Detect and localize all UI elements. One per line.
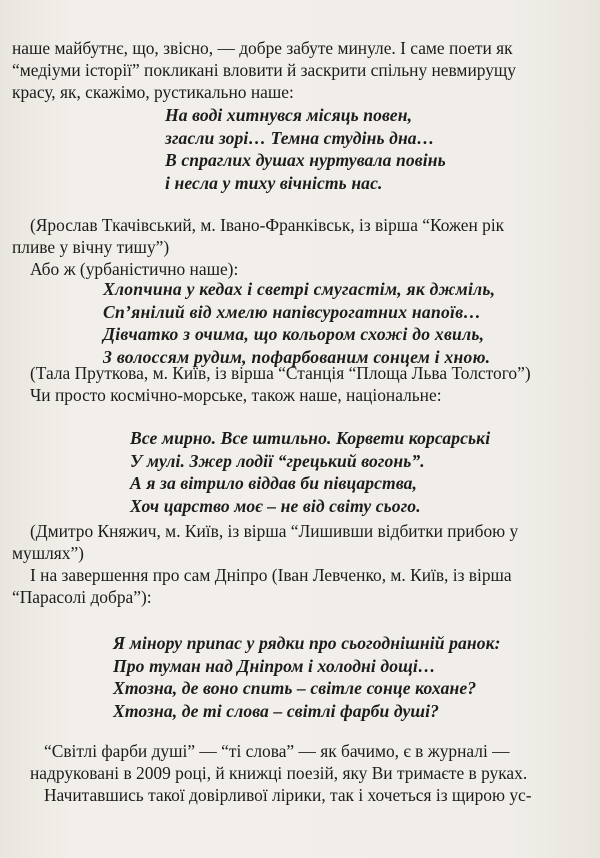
text-line: мушлях”) xyxy=(12,543,84,563)
text-line: “Світлі фарби душі” — “ті слова” — як бачимо, є в журналі — xyxy=(44,741,510,761)
poem-line: згасли зорі… Темна студінь дна… xyxy=(165,127,435,148)
text-line: Начитавшись такої довірливої лірики, так і хочеться із щирою ус- xyxy=(44,785,532,805)
poem-line: З волоссям рудим, пофарбованим сонцем і хною. xyxy=(103,346,491,367)
text-line: “медіуми історії” покликані вловити й заскрити спільну невмирущу xyxy=(12,60,516,80)
text-line: (Ярослав Ткачівський, м. Івано-Франківськ, із вірша “Кожен рік xyxy=(30,215,505,235)
poem-line: Дівчатко з очима, що кольором схожі до хвиль, xyxy=(103,324,485,344)
poem-line: Хтозна, де ті слова – світлі фарби душі? xyxy=(113,700,440,721)
poem-line: Я мінору припас у рядки про сьогоднішній ранок: xyxy=(113,633,501,653)
lead-urban xyxy=(30,258,238,280)
text-line: “Парасолі добра”): xyxy=(12,587,152,607)
poem-kniazhych xyxy=(130,427,490,517)
text-line: красу, як, скажімо, рустикально наше: xyxy=(12,82,294,102)
text-line: (Дмитро Княжич, м. Київ, із вірша “Лишивши відбитки прибою у xyxy=(30,521,519,541)
credit-prutkova xyxy=(30,362,531,384)
text-line: наше майбутнє, що, звісно, — добре забуте минуле. І саме поети як xyxy=(12,38,513,58)
poem-line: Хлопчина у кедах і светрі смугастім, як джміль, xyxy=(103,279,496,299)
poem-line: Все мирно. Все штильно. Корвети корсарські xyxy=(130,428,491,448)
poem-line: А я за вітрило віддав би півцарства, xyxy=(130,473,418,493)
poem-line: Хоч царство моє – не від світу сього. xyxy=(130,495,421,516)
text-line: пливе у вічну тишу”) xyxy=(12,237,170,257)
intro-paragraph xyxy=(12,37,516,103)
poem-line: Сп’янілий від хмелю напівсурогатних напоїв… xyxy=(103,301,482,322)
poem-line: Про туман над Дніпром і холодні дощі… xyxy=(113,655,436,676)
closing-paragraph xyxy=(30,740,532,806)
poem-prutkova xyxy=(103,278,495,368)
poem-levchenko xyxy=(113,632,501,722)
poem-tkachivskyi xyxy=(165,104,446,194)
text-line: І на завершення про сам Дніпро (Іван Левченко, м. Київ, із вірша xyxy=(30,565,512,585)
credit-tkachivskyi xyxy=(12,214,505,258)
credit-kniazhych xyxy=(12,520,519,564)
poem-line: У мулі. Зжер лодії “грецький вогонь”. xyxy=(130,450,425,471)
text-line: надруковані в 2009 році, й книжці поезій, яку Ви тримаєте в руках. xyxy=(30,763,528,783)
lead-cosmic xyxy=(30,384,442,406)
poem-line: На воді хитнувся місяць повен, xyxy=(165,105,413,125)
poem-line: і несла у тиху вічність нас. xyxy=(165,172,383,193)
lead-dnipro xyxy=(12,564,512,608)
text-line: (Тала Пруткова, м. Київ, із вірша “Станція “Площа Льва Толстого”) xyxy=(30,363,531,383)
poem-line: В спраглих душах нуртувала повінь xyxy=(165,150,446,170)
text-line: Чи просто космічно-морське, також наше, національне: xyxy=(30,385,442,405)
text-line: Або ж (урбаністично наше): xyxy=(30,259,239,279)
poem-line: Хтозна, де воно спить – світле сонце кохане? xyxy=(113,678,477,698)
